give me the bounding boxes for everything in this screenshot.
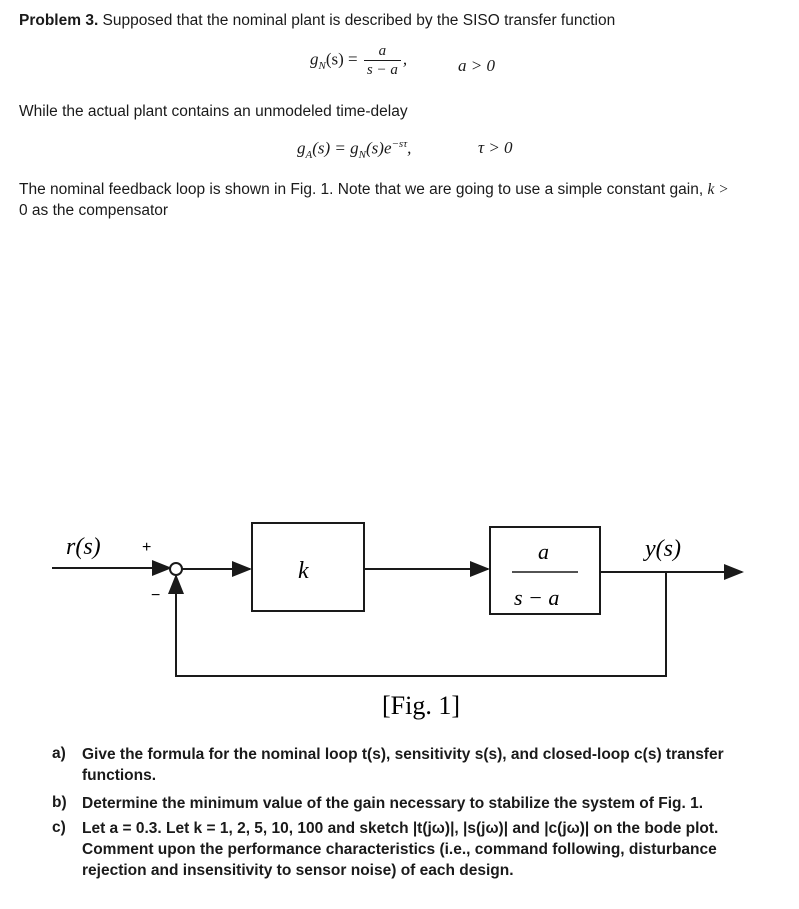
nominal-plant-equation: $g_N(s)$ = $\frac{a}{s - a}$ , xyxy=(310,43,408,78)
gain-label: k xyxy=(298,558,309,584)
actual-plant-condition: τ > 0 xyxy=(478,138,513,157)
question-c-label: c) xyxy=(52,819,66,836)
nominal-plant-condition: a > 0 xyxy=(458,56,495,75)
problem-intro-text: Supposed that the nominal plant is described by the SISO transfer function xyxy=(98,12,616,29)
question-b-text: Determine the minimum value of the gain necessary to stabilize the system of Fig. 1. xyxy=(82,795,704,812)
actual-plant-equation: $g_A(s) = g_N(s)e^{-s\tau}$, xyxy=(297,138,412,162)
summing-junction xyxy=(170,563,182,575)
plant-denominator: s − a xyxy=(514,585,560,610)
nominal-plant-fraction: $\frac{a}{s - a}$ xyxy=(364,42,401,79)
feedback-loop-text-1: The nominal feedback loop is shown in Fig. 1. Note that we are going to use a simple constant gain, k > xyxy=(19,181,729,198)
question-b-label: b) xyxy=(52,794,67,811)
feedback-loop-text-2: 0 as the compensator xyxy=(19,202,169,219)
question-c-text: Let a = 0.3. Let k = 1, 2, 5, 10, 100 and sketch |t(jω)|, |s(jω)| and |c(jω)| on the bode plot. Comment upon the performance characteristics (i.e., command following, disturbance rejection and insensitivity to sensor noise) of each design. xyxy=(82,820,719,879)
unmodeled-delay-text: While the actual plant contains an unmodeled time-delay xyxy=(19,103,408,120)
minus-sign: − xyxy=(151,587,161,604)
problem-label: Problem 3. xyxy=(19,12,99,29)
plus-sign: + xyxy=(142,539,152,556)
question-a-text: Give the formula for the nominal loop t(s), sensitivity s(s), and closed-loop c(s) transfer functions. xyxy=(82,746,724,784)
input-label: r(s) xyxy=(66,534,101,560)
figure-caption: [Fig. 1] xyxy=(382,691,460,720)
question-a-label: a) xyxy=(52,745,66,762)
output-label: y(s) xyxy=(645,536,681,562)
plant-numerator: a xyxy=(538,539,549,564)
